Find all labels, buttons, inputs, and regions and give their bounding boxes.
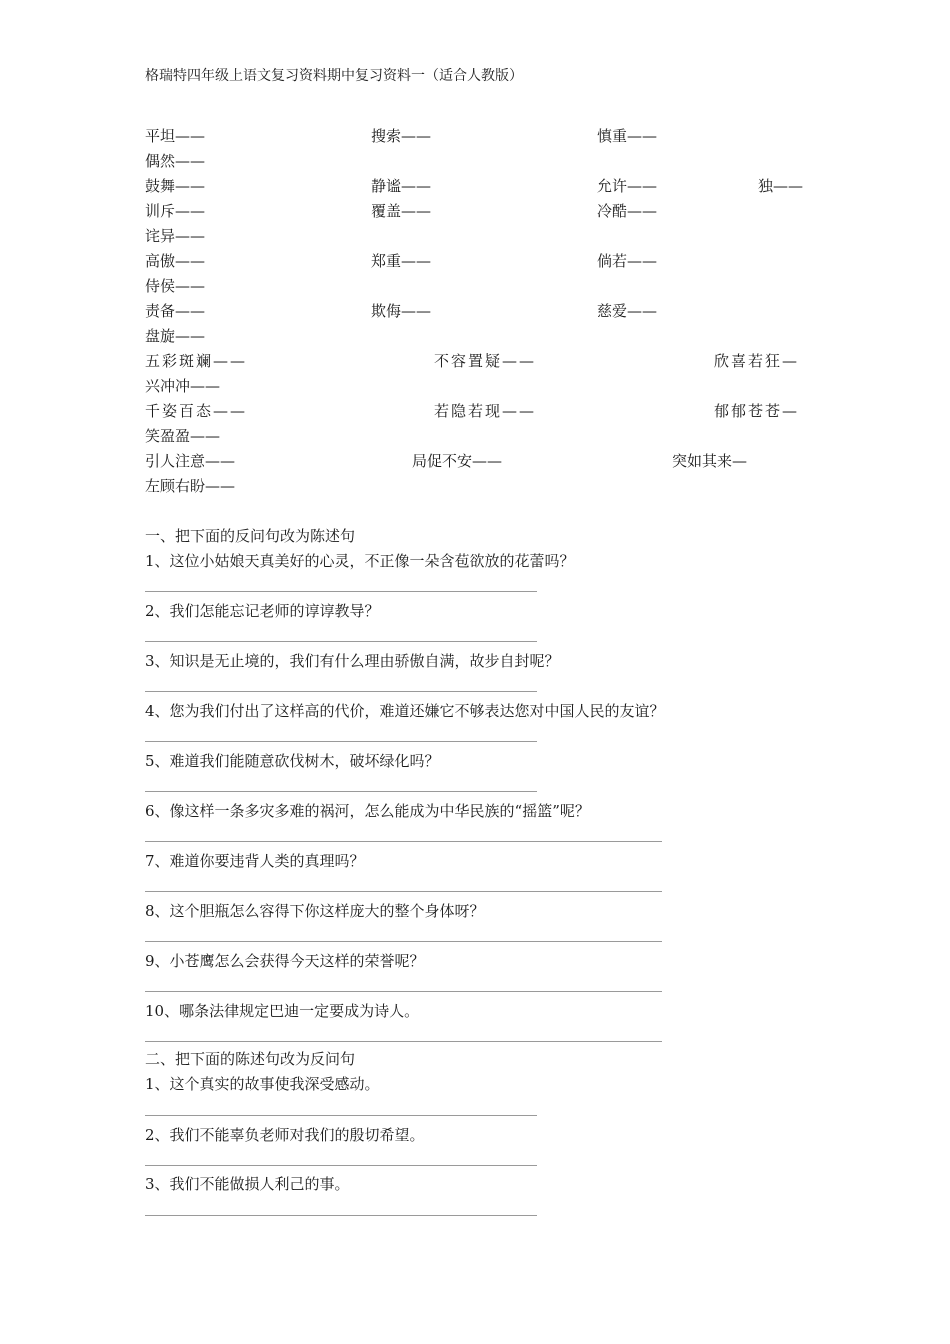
word-item: 训斥—— <box>145 202 206 220</box>
word-item: 静谧—— <box>371 177 432 195</box>
word-item: 冷酷—— <box>597 202 658 220</box>
question-text: 8、这个胆瓶怎么容得下你这样庞大的整个身体呀？ <box>145 902 485 920</box>
word-item: 盘旋—— <box>145 327 206 345</box>
answer-line[interactable] <box>145 591 537 592</box>
idiom-item: 不容置疑—— <box>434 352 537 370</box>
word-item: 欺侮—— <box>371 302 432 320</box>
answer-line[interactable] <box>145 1115 537 1116</box>
word-item: 慈爱—— <box>597 302 658 320</box>
idiom-item: 兴冲冲—— <box>145 377 221 395</box>
word-item: 独—— <box>758 177 804 195</box>
answer-line[interactable] <box>145 891 662 892</box>
word-item: 倘若—— <box>597 252 658 270</box>
word-item: 允许—— <box>597 177 658 195</box>
answer-line[interactable] <box>145 1041 662 1042</box>
answer-line[interactable] <box>145 741 537 742</box>
idiom-item: 突如其来— <box>672 452 748 470</box>
word-item: 责备—— <box>145 302 206 320</box>
word-item: 搜索—— <box>371 127 432 145</box>
idiom-item: 引人注意—— <box>145 452 236 470</box>
question-text: 2、我们不能辜负老师对我们的殷切希望。 <box>145 1126 425 1144</box>
question-text: 5、难道我们能随意砍伐树木，破坏绿化吗？ <box>145 752 440 770</box>
word-item: 诧异—— <box>145 227 206 245</box>
word-item: 覆盖—— <box>371 202 432 220</box>
answer-line[interactable] <box>145 1215 537 1216</box>
idiom-item: 千姿百态—— <box>145 402 248 420</box>
word-item: 鼓舞—— <box>145 177 206 195</box>
answer-line[interactable] <box>145 791 537 792</box>
question-text: 10、哪条法律规定巴迪一定要成为诗人。 <box>145 1002 420 1020</box>
answer-line[interactable] <box>145 941 662 942</box>
question-text: 1、这个真实的故事使我深受感动。 <box>145 1075 380 1093</box>
word-item: 慎重—— <box>597 127 658 145</box>
question-text: 1、这位小姑娘天真美好的心灵，不正像一朵含苞欲放的花蕾吗？ <box>145 552 575 570</box>
question-text: 4、您为我们付出了这样高的代价，难道还嫌它不够表达您对中国人民的友谊？ <box>145 702 665 720</box>
answer-line[interactable] <box>145 841 662 842</box>
word-item: 高傲—— <box>145 252 206 270</box>
section-title: 一、把下面的反问句改为陈述句 <box>145 527 356 545</box>
idiom-item: 若隐若现—— <box>434 402 537 420</box>
idiom-item: 左顾右盼—— <box>145 477 236 495</box>
answer-line[interactable] <box>145 991 662 992</box>
answer-line[interactable] <box>145 641 537 642</box>
word-item: 侍侯—— <box>145 277 206 295</box>
word-item: 郑重—— <box>371 252 432 270</box>
idiom-item: 郁郁苍苍— <box>714 402 800 420</box>
idiom-item: 局促不安—— <box>412 452 503 470</box>
question-text: 7、难道你要违背人类的真理吗？ <box>145 852 365 870</box>
question-text: 9、小苍鹰怎么会获得今天这样的荣誉呢？ <box>145 952 425 970</box>
word-item: 平坦—— <box>145 127 206 145</box>
question-text: 3、知识是无止境的，我们有什么理由骄傲自满，故步自封呢？ <box>145 652 560 670</box>
answer-line[interactable] <box>145 691 537 692</box>
idiom-item: 笑盈盈—— <box>145 427 221 445</box>
section-title: 二、把下面的陈述句改为反问句 <box>145 1050 356 1068</box>
question-text: 3、我们不能做损人利己的事。 <box>145 1175 350 1193</box>
word-item: 偶然—— <box>145 152 206 170</box>
idiom-item: 五彩斑斓—— <box>145 352 248 370</box>
answer-line[interactable] <box>145 1165 537 1166</box>
question-text: 6、像这样一条多灾多难的祸河，怎么能成为中华民族的“摇篮”呢？ <box>145 802 590 820</box>
page-header: 格瑞特四年级上语文复习资料期中复习资料一（适合人教版） <box>145 68 523 84</box>
question-text: 2、我们怎能忘记老师的谆谆教导？ <box>145 602 380 620</box>
idiom-item: 欣喜若狂— <box>714 352 800 370</box>
